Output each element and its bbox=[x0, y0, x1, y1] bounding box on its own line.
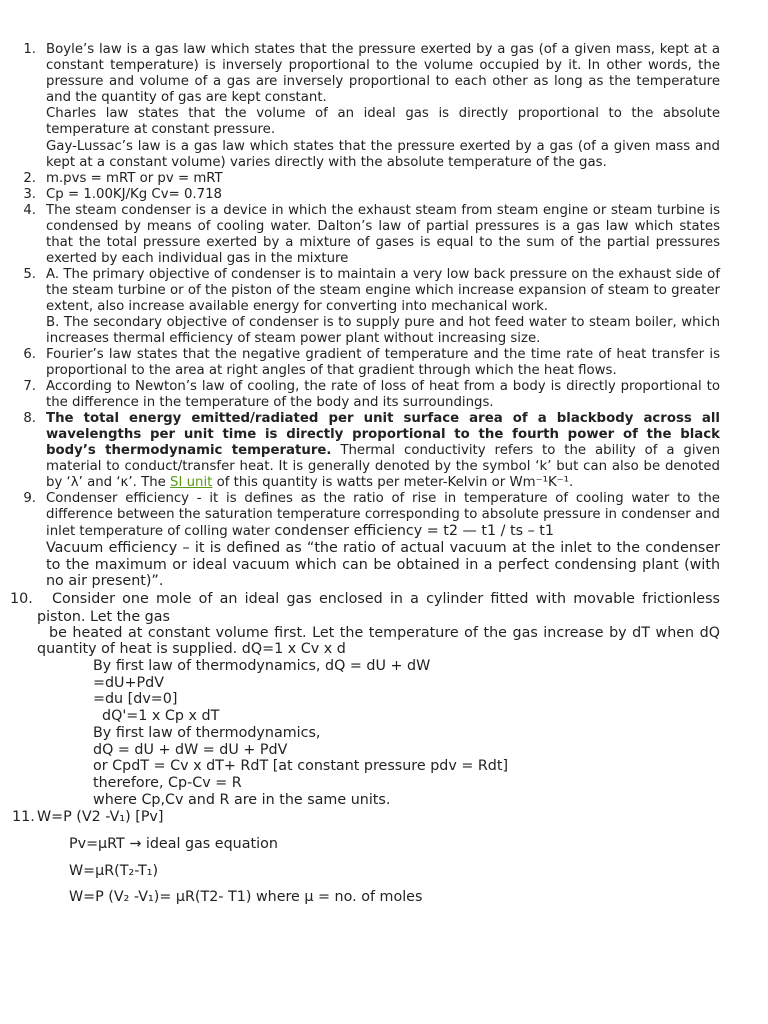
derivation-step-4: dQ'=1 x Cp x dT bbox=[102, 708, 220, 724]
item-body: The steam condenser is a device in which the exhaust steam from steam engine or steam turbine is condensed by means of cooling water. Dalton’s law of partial pressures is a gas law which states that the total pressure exerted by a mixture of gases is equal to the sum of the partial pressures exerted by each individual gas in the mixture bbox=[46, 203, 720, 267]
item-number: 4. bbox=[23, 203, 36, 218]
item-body: According to Newton’s law of cooling, the rate of loss of heat from a body is directly proportional to the difference in the temperature of the body and its surroundings. bbox=[46, 379, 720, 411]
ideal-gas-intro-line-4: quantity of heat is supplied. dQ=1 x Cv x d bbox=[37, 641, 346, 657]
item-number: 5. bbox=[23, 267, 36, 282]
derivation-step-1: By first law of thermodynamics, dQ = dU + dW bbox=[93, 658, 431, 674]
item-body bbox=[46, 411, 720, 491]
item-body: Fourier’s law states that the negative gradient of temperature and the time rate of heat transfer is proportional to the area at right angles of that gradient through which the heat flows. bbox=[46, 347, 720, 379]
ideal-gas-intro-line-3: be heated at constant volume first. Let the temperature of the gas increase by dT when dQ bbox=[49, 625, 720, 641]
ideal-gas-equation: Pv=μRT → ideal gas equation bbox=[69, 836, 278, 852]
item-number: 6. bbox=[23, 347, 36, 362]
derivation-step-9: where Cp,Cv and R are in the same units. bbox=[93, 792, 391, 808]
item-body: Cp = 1.00KJ/Kg Cv= 0.718 bbox=[46, 187, 223, 202]
item-body: m.pvs = mRT or pv = mRT bbox=[46, 171, 223, 186]
item-number: 3. bbox=[23, 187, 36, 202]
derivation-step-6: dQ = dU + dW = dU + PdV bbox=[93, 742, 288, 758]
item-number: 7. bbox=[23, 379, 36, 394]
stefan-boltzmann-paragraph bbox=[46, 411, 720, 491]
work-temperature-formula: W=μR(T₂-T₁) bbox=[69, 863, 159, 879]
gay-lussac-law-text: Gay-Lussac’s law is a gas law which states that the pressure exerted by a gas (of a given mass and kept at a constant volume) varies directly with the absolute temperature of the gas. bbox=[46, 138, 720, 170]
vacuum-efficiency-text: Vacuum efficiency – it is defined as “the ratio of actual vacuum at the inlet to the condenser to the maximum or ideal vacuum which can be obtained in a perfect condensing plant (with no air present)”. bbox=[46, 540, 720, 590]
ideal-gas-intro-line-2: piston. Let the gas bbox=[37, 609, 170, 625]
derivation-step-3: =du [dv=0] bbox=[93, 691, 178, 707]
primary-objective-text: A. The primary objective of condenser is to maintain a very low back pressure on the exhaust side of the steam turbine or of the piston of the steam engine which increase expansion of steam to greater extent, also increase available energy for converting into mechanical work. bbox=[46, 267, 720, 315]
derivation-step-7: or CpdT = Cv x dT+ RdT [at constant pressure pdv = Rdt] bbox=[93, 758, 509, 774]
si-unit-link[interactable]: SI unit bbox=[170, 475, 213, 491]
item-body bbox=[46, 42, 720, 171]
derivation-step-5: By first law of thermodynamics, bbox=[93, 725, 321, 741]
secondary-objective-text: B. The secondary objective of condenser is to supply pure and hot feed water to steam boiler, which increases thermal efficiency of steam power plant without increasing size. bbox=[46, 315, 720, 347]
derivation-step-8: therefore, Cp-Cv = R bbox=[93, 775, 242, 791]
item-body bbox=[46, 267, 720, 347]
charles-law-text: Charles law states that the volume of an ideal gas is directly proportional to the absolute temperature at constant pressure. bbox=[46, 106, 720, 138]
ideal-gas-intro-line-1: Consider one mole of an ideal gas enclosed in a cylinder fitted with movable frictionless bbox=[52, 591, 720, 607]
condenser-efficiency-text: Condenser efficiency - it is defines as the ratio of rise in temperature of cooling water to the difference between the saturation temperature corresponding to absolute pressure in condenser and inlet temperature of colling water bbox=[46, 491, 720, 540]
work-moles-formula: W=P (V₂ -V₁)= μR(T2- T1) where μ = no. of moles bbox=[69, 889, 423, 905]
thermal-conductivity-unit-text: of this quantity is watts per meter-Kelvin or Wm⁻¹K⁻¹. bbox=[212, 475, 574, 491]
item-body bbox=[46, 491, 720, 590]
item-number: 9. bbox=[23, 491, 36, 506]
thermal-conductivity-text: Thermal conductivity refers to the ability of a given material to conduct/transfer heat. It is generally denoted by the symbol ‘k’ but can also be denoted by ‘λ’ and ‘κ’. The bbox=[46, 443, 720, 491]
stefan-boltzmann-law: The total energy emitted/radiated per unit surface area of a blackbody across all wavelengths per unit time is directly proportional to the fourth power of the black body’s thermodynamic temperature. bbox=[46, 411, 720, 459]
condenser-efficiency-formula: condenser efficiency = t2 — t1 / ts – t1 bbox=[269, 523, 554, 540]
work-formula: W=P (V2 -V₁) [Pv] bbox=[37, 809, 164, 825]
item-number: 10. bbox=[10, 591, 33, 607]
item-number: 1. bbox=[23, 42, 36, 57]
item-number: 11. bbox=[12, 809, 35, 825]
condenser-efficiency-paragraph bbox=[46, 491, 720, 540]
item-number: 2. bbox=[23, 171, 36, 186]
derivation-step-2: =dU+PdV bbox=[93, 675, 164, 691]
boyles-law-text: Boyle’s law is a gas law which states that the pressure exerted by a gas (of a given mass, kept at a constant temperature) is inversely proportional to the volume occupied by it. In other words, the pressure and volume of a gas are inversely proportional to each other as long as the temperature and the quantity of gas are kept constant. bbox=[46, 42, 720, 106]
item-number: 8. bbox=[23, 411, 36, 426]
